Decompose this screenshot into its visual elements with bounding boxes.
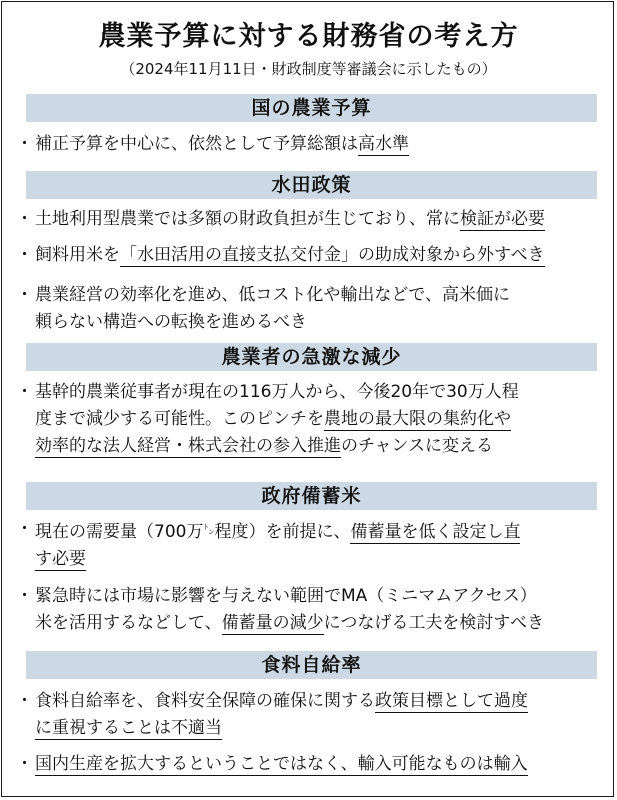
text-run: 緊急時には市場に影響を与えない範囲でMA（ミニマムアクセス） [35, 586, 537, 606]
bullet-mark: ・ [16, 754, 33, 774]
item-line [14, 546, 606, 573]
underlined-text: に重視することは不適当 [35, 718, 222, 738]
item-line [14, 379, 606, 406]
text-run: 農業経営の効率化を進め、低コスト化や輸出などで、高米価に [35, 285, 510, 305]
bullet-mark: ・ [16, 285, 33, 305]
underlined-text: 備蓄量の減少 [221, 613, 324, 633]
underlined-text: 検証が必要 [460, 209, 545, 229]
text-run: 土地利用型農業では多額の財政負担が生じており、常に [35, 209, 460, 229]
item-line [14, 282, 606, 309]
text-run: 米を活用するなどして、 [35, 613, 222, 633]
underlined-text: 効率的な法人経営・株式会社の参入推進 [35, 436, 341, 456]
section-heading: 食料自給率 [26, 651, 597, 679]
page-subtitle: （2024年11月11日・財政制度等審議会に示したもの） [120, 60, 497, 78]
item-line [14, 715, 606, 742]
bullet-mark: ・ [16, 691, 33, 711]
text-run: 補正予算を中心に、依然として予算総額は [35, 134, 358, 154]
underlined-text: 備蓄量を低く設定し直 [350, 522, 521, 542]
item-line [14, 206, 606, 233]
text-run: 程度）を前提に、 [214, 522, 351, 542]
bullet-item [14, 206, 606, 233]
section-heading: 農業者の急激な減少 [26, 343, 597, 371]
item-line [14, 610, 606, 637]
item-line [14, 242, 606, 269]
bullet-mark: ・ [16, 586, 33, 606]
bullet-item [14, 379, 606, 460]
underlined-text: 政策目標として過度 [375, 691, 528, 711]
bullet-item [14, 242, 606, 269]
text-run: 食料自給率を、食料安全保障の確保に関する [35, 691, 375, 711]
text-run: のチャンスに変える [341, 436, 493, 456]
item-line [14, 433, 606, 460]
bullet-item [14, 516, 606, 573]
bullet-mark: ・ [16, 519, 33, 539]
page-title: 農業予算に対する財務省の考え方 [98, 21, 519, 52]
bullet-item [14, 688, 606, 742]
item-line [14, 131, 606, 158]
text-run: 飼料用米を [35, 245, 120, 265]
section-heading: 政府備蓄米 [26, 482, 597, 510]
underlined-text: 「水田活用の直接支払交付金」の助成対象から外すべき [120, 245, 545, 265]
bullet-item [14, 282, 606, 336]
text-run: 現在の需要量（700万 [35, 522, 204, 542]
text-run: ㌧ [203, 523, 215, 536]
text-run: 頼らない構造への転換を進めるべき [35, 312, 307, 332]
item-line [14, 751, 606, 778]
underlined-text: 農地の最大限の集約化や [324, 409, 511, 429]
text-run: 度まで減少する可能性。このピンチを [35, 409, 324, 429]
bullet-mark: ・ [16, 209, 33, 229]
section-heading: 水田政策 [26, 171, 597, 199]
item-line [14, 688, 606, 715]
underlined-text: 高水準 [358, 134, 409, 154]
item-line [14, 309, 606, 336]
section-heading: 国の農業予算 [26, 94, 597, 122]
bullet-mark: ・ [16, 245, 33, 265]
bullet-item [14, 751, 606, 778]
underlined-text: 国内生産を拡大するということではなく、輸入可能なものは輸入 [35, 754, 528, 774]
item-line [14, 583, 606, 610]
bullet-item [14, 131, 606, 158]
item-line [14, 406, 606, 433]
bullet-mark: ・ [16, 382, 33, 402]
text-run: につなげる工夫を検討すべき [323, 613, 544, 633]
text-run: 基幹的農業従事者が現在の116万人から、今後20年で30万人程 [35, 382, 519, 402]
bullet-item [14, 583, 606, 637]
bullet-mark: ・ [16, 134, 33, 154]
item-line [14, 516, 606, 546]
underlined-text: す必要 [35, 549, 86, 569]
